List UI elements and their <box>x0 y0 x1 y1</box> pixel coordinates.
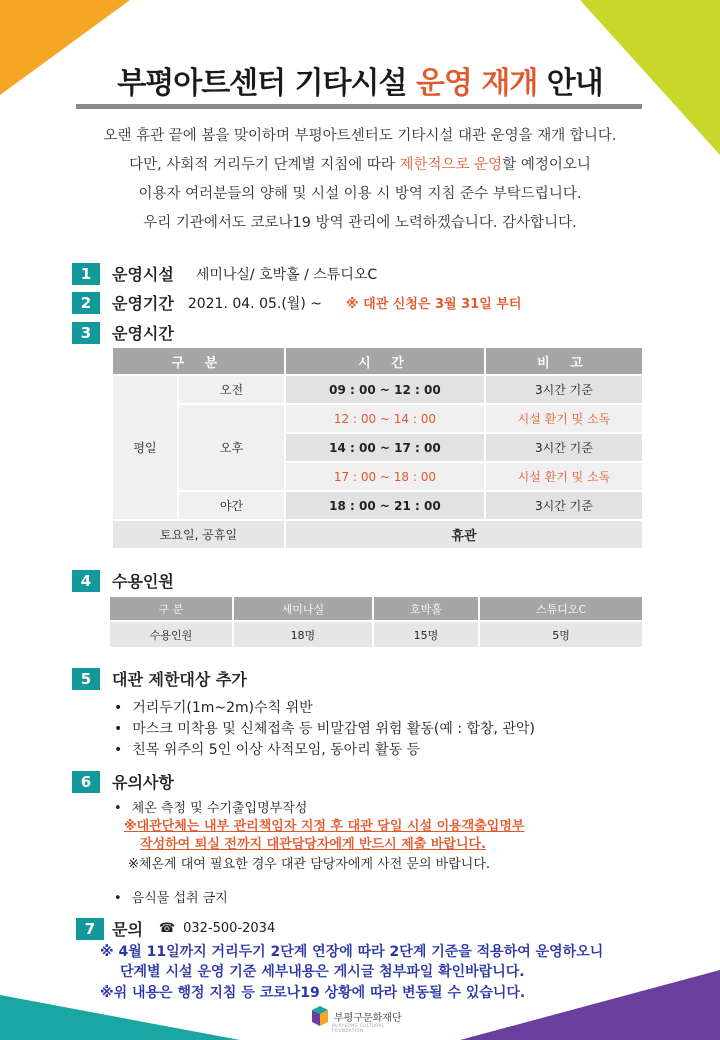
footer-notice-2: 단계별 시설 운영 기준 세부내용은 게시글 첨부파일 확인바랍니다. <box>120 964 525 980</box>
intro-text: 오랜 휴관 끝에 봄을 맞이하며 부평아트센터도 기타시설 대관 운영을 재개 합니다. 다만, 사회적 거리두기 단계별 지침에 따라 제한적으로 운영할 예정이오니 이용자 여러분들의 양해 및 시설 이용 시 방역 지침 준수 부탁드립니다. 우리 기관에서도 코로나19 방역 관리에 노력하겠습니다. 감사합니다. <box>103 128 617 231</box>
section-facilities <box>72 262 377 285</box>
am-label: 오전 <box>178 375 285 404</box>
section-title: 문의 <box>112 920 143 939</box>
period-value: 2021. 04. 05.(월) ~ <box>187 295 322 312</box>
section-title: 대관 제한대상 추가 <box>112 670 247 689</box>
notes-orange-line-1: ※대관단체는 내부 관리책임자 지정 후 대관 당일 시설 이용객출입명부 <box>124 819 525 834</box>
section-title: 운영기간 <box>112 294 174 313</box>
section-period <box>72 291 521 314</box>
section-number: 3 <box>72 322 100 344</box>
title-highlight: 운영 재개 <box>415 66 538 101</box>
section-title: 유의사항 <box>112 773 174 792</box>
notes-item-1: • 체온 측정 및 수기출입명부작성 <box>114 798 307 819</box>
section-title: 수용인원 <box>112 572 174 591</box>
period-note: ※ 대관 신청은 3월 31일 부터 <box>345 297 522 312</box>
section-number: 6 <box>72 771 100 793</box>
weekend-label: 토요일, 공휴일 <box>112 520 285 549</box>
footer-notice-1: ※ 4월 11일까지 거리두기 2단계 연장에 따라 2단계 기준을 적용하여 운영하오니 <box>100 944 604 960</box>
foundation-logo <box>312 1006 402 1033</box>
list-item: • 거리두기(1m~2m)수칙 위반 <box>114 698 535 719</box>
foundation-sub: BUPYEONG CULTURAL FOUNDATION <box>332 1023 385 1033</box>
notes-orange-line-2: 작성하여 퇴실 전까지 대관담당자에게 반드시 제출 바랍니다. <box>140 837 487 852</box>
night-label: 야간 <box>178 491 285 520</box>
weekend-value: 휴관 <box>285 520 643 549</box>
list-item: • 마스크 미착용 및 신체접촉 등 비말감염 위험 활동(예 : 합창, 관악) <box>114 719 535 740</box>
capacity-table: 구 분 세미나실 호박홀 스튜디오C 수용인원 18명 15명 5명 <box>108 595 644 649</box>
phone-number: 032-500-2034 <box>183 921 276 936</box>
foundation-name: 부평구문화재단 <box>334 1012 402 1024</box>
list-item: • 친목 위주의 5인 이상 사적모임, 동아리 활동 등 <box>114 740 535 761</box>
section-number: 7 <box>76 918 104 940</box>
foundation-logo-icon <box>312 1006 328 1026</box>
notes-item-2: • 음식물 섭취 금지 <box>114 888 228 909</box>
section-title: 운영시간 <box>112 324 174 343</box>
hours-table: 구 분 시 간 비 고 평일 오전 09 : 00 ~ 12 : 00 3시간 기준 오후 12 : 00 ~ 14 : 00 시설 환기 및 소독 14 : 00 ~ 17 : 00 3시간 기준 17 : 00 ~ 18 : 00 시설 환기 및 소독 야간 18 : 00 ~ 21 : 00 3시간 기준 토요일, 공휴일 휴관 <box>111 346 644 550</box>
title-divider <box>76 104 642 109</box>
facilities-value: 세미나실/ 호박홀 / 스튜디오C <box>195 266 378 283</box>
section-title: 운영시설 <box>112 265 174 284</box>
section-restrictions <box>72 667 247 690</box>
section-number: 2 <box>72 292 100 314</box>
section-contact <box>76 917 275 940</box>
restrictions-list <box>114 698 535 761</box>
section-capacity <box>72 569 174 592</box>
phone-icon: ☎ <box>158 921 176 936</box>
weekday-label: 평일 <box>112 375 178 520</box>
section-hours <box>72 321 174 344</box>
section-number: 1 <box>72 263 100 285</box>
section-number: 4 <box>72 570 100 592</box>
notes-gray-line: ※체온계 대여 필요한 경우 대관 담당자에게 사전 문의 바랍니다. <box>128 857 491 872</box>
section-number: 5 <box>72 668 100 690</box>
footer-notice-3: ※위 내용은 행정 지침 등 코로나19 상황에 따라 변동될 수 있습니다. <box>100 985 526 1001</box>
section-notes <box>72 770 174 793</box>
pm-label: 오후 <box>178 404 285 491</box>
page-title: 부평아트센터 기타시설 운영 재개 안내 <box>117 66 603 101</box>
